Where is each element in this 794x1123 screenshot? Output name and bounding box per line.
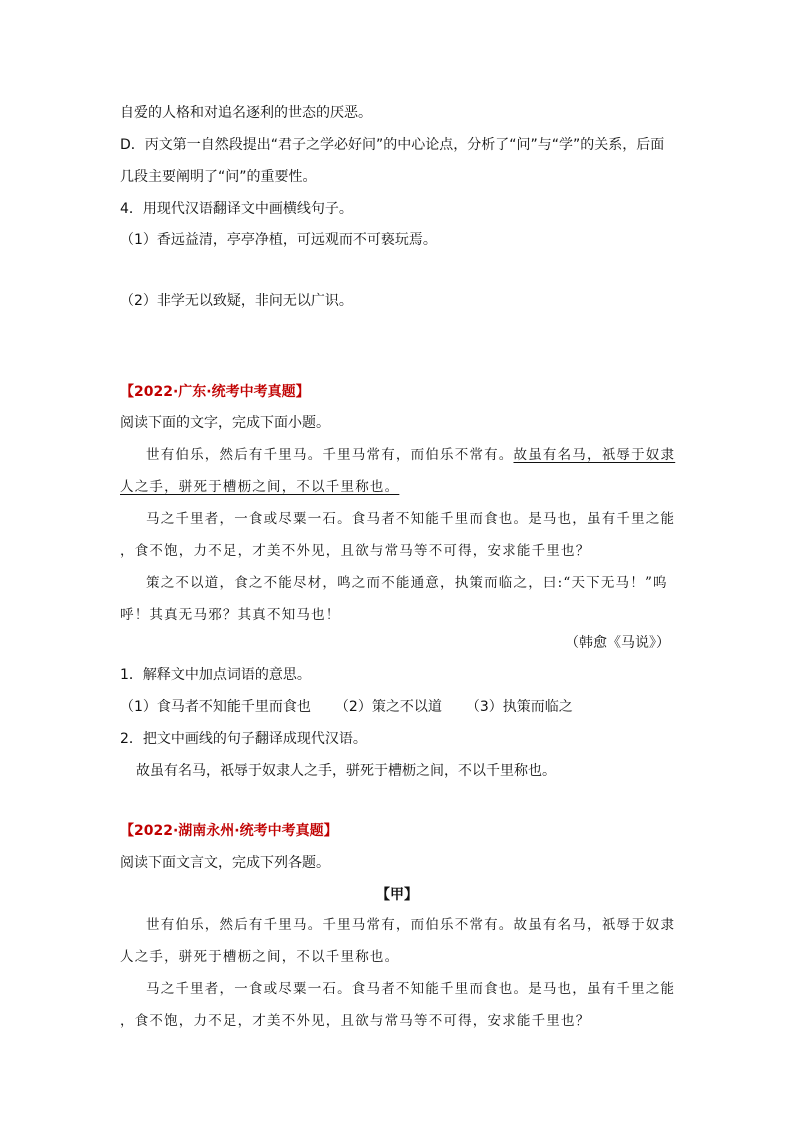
section2-label-jia: 【甲】 (376, 887, 418, 903)
section1-question-2-sentence: 故虽有名马，祇辱于奴隶人之手，骈死于槽枥之间，不以千里称也。 (136, 763, 556, 779)
option-d-line1: D．丙文第一自然段提出“君子之学必好问”的中心论点，分析了“问”与“学”的关系，后面 (120, 137, 665, 153)
option-d-line2: 几段主要阐明了“问”的重要性。 (120, 169, 317, 185)
q1-item-1: （1）食马者不知能千里而食也 (120, 699, 311, 715)
q1-item-2: （2）策之不以道 (334, 699, 442, 715)
q1-item-3: （3）执策而临之 (465, 699, 573, 715)
question-4-item-2: （2）非学无以致疑，非问无以广识。 (120, 293, 353, 309)
section1-p1-underlined-b: 人之手，骈死于槽枥之间，不以千里称也。 (120, 479, 400, 495)
section2-heading: 【2022·湖南永州·统考中考真题】 (120, 823, 338, 839)
question-4: 4．用现代汉语翻译文中画横线句子。 (120, 201, 353, 217)
section1-heading: 【2022·广东·统考中考真题】 (120, 384, 310, 400)
section2-paragraph1-line1: 世有伯乐，然后有千里马。千里马常有，而伯乐不常有。故虽有名马，祇辱于奴隶 (146, 917, 676, 933)
section2-paragraph1-line2: 人之手，骈死于槽枥之间，不以千里称也。 (120, 949, 400, 965)
section1-paragraph3-line1: 策之不以道，食之不能尽材，鸣之而不能通意，执策而临之，曰:“天下无马！”呜 (146, 575, 668, 591)
section2-instruction: 阅读下面文言文，完成下列各题。 (120, 855, 330, 871)
section1-p1-text: 世有伯乐，然后有千里马。千里马常有，而伯乐不常有。 (146, 447, 514, 463)
section1-paragraph2-line2: ，食不饱，力不足，才美不外见，且欲与常马等不可得，安求能千里也？ (120, 543, 591, 559)
section2-paragraph2-line1: 马之千里者，一食或尽粟一石。食马者不知能千里而食也。是马也，虽有千里之能 (146, 981, 676, 997)
section1-question-1-items (120, 697, 573, 717)
section1-paragraph2-line1: 马之千里者，一食或尽粟一石。食马者不知能千里而食也。是马也，虽有千里之能 (146, 511, 676, 527)
section2-paragraph2-line2: ，食不饱，力不足，才美不外见，且欲与常马等不可得，安求能千里也？ (120, 1013, 591, 1029)
prev-passage-tail: 自爱的人格和对追名逐利的世态的厌恶。 (120, 105, 372, 121)
section1-instruction: 阅读下面的文字，完成下面小题。 (120, 415, 330, 431)
section1-source: （韩愈《马说》） (565, 635, 670, 651)
section1-paragraph3-line2: 呼！其真无马邪？其真不知马也！ (120, 607, 341, 623)
section1-paragraph1-line1 (146, 445, 675, 465)
section1-paragraph1-line2 (120, 477, 399, 497)
question-4-item-1: （1）香远益清，亭亭净植，可远观而不可亵玩焉。 (120, 232, 437, 248)
section1-p1-underlined-a: 故虽有名马，祇辱于奴隶 (513, 447, 676, 463)
section1-question-2: 2．把文中画线的句子翻译成现代汉语。 (120, 731, 367, 747)
section1-question-1: 1．解释文中加点词语的意思。 (120, 667, 311, 683)
